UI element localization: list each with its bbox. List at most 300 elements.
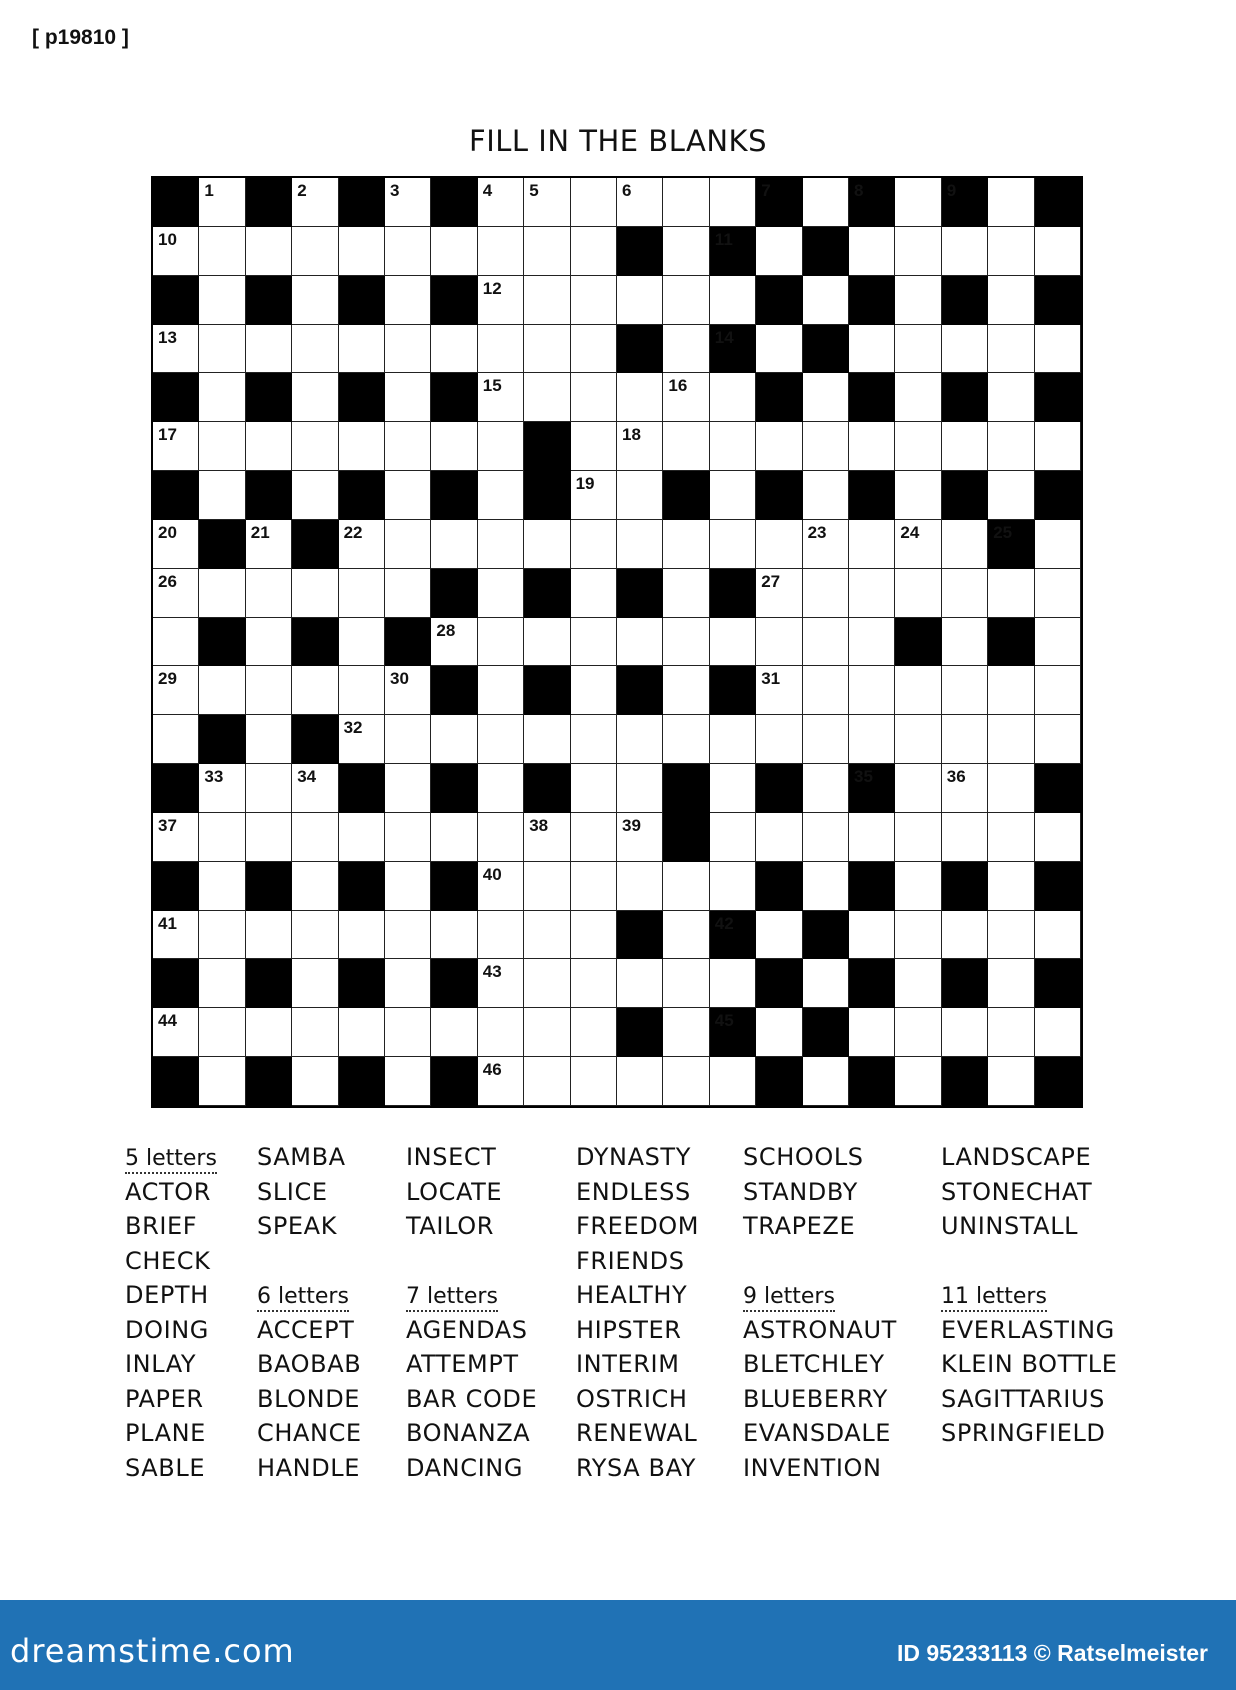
grid-cell[interactable] (849, 569, 895, 618)
grid-cell[interactable] (199, 666, 245, 715)
grid-cell[interactable] (988, 862, 1034, 911)
grid-cell[interactable] (803, 959, 849, 1008)
grid-cell[interactable] (710, 373, 756, 422)
grid-cell[interactable] (803, 618, 849, 667)
grid-cell[interactable] (895, 959, 941, 1008)
grid-cell[interactable] (756, 715, 802, 764)
grid-cell[interactable] (942, 1008, 988, 1057)
grid-cell[interactable] (663, 959, 709, 1008)
grid-cell[interactable] (292, 569, 338, 618)
footer-logo[interactable]: dreamstime.com (10, 1632, 295, 1670)
grid-cell[interactable] (803, 764, 849, 813)
grid-cell[interactable] (199, 1057, 245, 1106)
grid-cell[interactable] (895, 764, 941, 813)
grid-cell[interactable] (942, 520, 988, 569)
grid-cell[interactable] (617, 422, 663, 471)
grid-cell[interactable] (803, 715, 849, 764)
grid-cell[interactable] (524, 1008, 570, 1057)
grid-cell[interactable] (292, 959, 338, 1008)
grid-cell[interactable] (895, 373, 941, 422)
grid-cell[interactable] (895, 813, 941, 862)
grid-cell[interactable] (292, 276, 338, 325)
grid-cell[interactable] (988, 422, 1034, 471)
grid-cell[interactable] (663, 373, 709, 422)
grid-block (710, 911, 756, 960)
grid-cell[interactable] (942, 569, 988, 618)
grid-cell[interactable] (153, 1008, 199, 1057)
grid-cell[interactable] (478, 959, 524, 1008)
grid-cell[interactable] (478, 373, 524, 422)
grid-cell[interactable] (524, 520, 570, 569)
grid-cell[interactable] (942, 227, 988, 276)
grid-cell[interactable] (756, 569, 802, 618)
grid-cell[interactable] (524, 373, 570, 422)
grid-cell[interactable] (988, 764, 1034, 813)
grid-cell[interactable] (385, 276, 431, 325)
grid-cell[interactable] (385, 520, 431, 569)
grid-cell[interactable] (1035, 227, 1081, 276)
grid-cell[interactable] (292, 325, 338, 374)
grid-cell[interactable] (571, 618, 617, 667)
grid-cell[interactable] (710, 1057, 756, 1106)
grid-cell[interactable] (246, 569, 292, 618)
grid-cell[interactable] (710, 715, 756, 764)
grid-cell[interactable] (524, 178, 570, 227)
grid-cell[interactable] (617, 959, 663, 1008)
grid-cell[interactable] (199, 276, 245, 325)
grid-cell[interactable] (199, 862, 245, 911)
grid-block (153, 373, 199, 422)
clue-number: 38 (529, 815, 549, 835)
grid-cell[interactable] (339, 813, 385, 862)
grid-cell[interactable] (756, 422, 802, 471)
grid-cell[interactable] (849, 715, 895, 764)
grid-cell[interactable] (478, 618, 524, 667)
grid-cell[interactable] (246, 813, 292, 862)
grid-cell[interactable] (756, 813, 802, 862)
grid-cell[interactable] (478, 1057, 524, 1106)
grid-cell[interactable] (199, 373, 245, 422)
grid-cell[interactable] (849, 325, 895, 374)
grid-cell[interactable] (756, 618, 802, 667)
grid-cell[interactable] (478, 715, 524, 764)
grid-cell[interactable] (199, 813, 245, 862)
grid-cell[interactable] (1035, 325, 1081, 374)
grid-cell[interactable] (571, 325, 617, 374)
grid-cell[interactable] (385, 959, 431, 1008)
grid-cell[interactable] (153, 911, 199, 960)
grid-cell[interactable] (571, 276, 617, 325)
grid-cell[interactable] (942, 666, 988, 715)
grid-cell[interactable] (153, 618, 199, 667)
grid-cell[interactable] (617, 618, 663, 667)
grid-cell[interactable] (431, 715, 477, 764)
grid-cell[interactable] (246, 227, 292, 276)
grid-cell[interactable] (803, 520, 849, 569)
grid-cell[interactable] (385, 715, 431, 764)
grid-cell[interactable] (292, 666, 338, 715)
grid-cell[interactable] (988, 715, 1034, 764)
grid-cell[interactable] (524, 227, 570, 276)
grid-cell[interactable] (292, 862, 338, 911)
grid-cell[interactable] (571, 715, 617, 764)
grid-cell[interactable] (803, 569, 849, 618)
grid-cell[interactable] (988, 178, 1034, 227)
grid-cell[interactable] (617, 1057, 663, 1106)
grid-cell[interactable] (571, 227, 617, 276)
grid-cell[interactable] (199, 227, 245, 276)
grid-cell[interactable] (942, 911, 988, 960)
grid-cell[interactable] (153, 325, 199, 374)
grid-cell[interactable] (756, 227, 802, 276)
grid-cell[interactable] (571, 911, 617, 960)
clue-number: 44 (158, 1011, 177, 1031)
grid-cell[interactable] (153, 715, 199, 764)
grid-cell[interactable] (895, 276, 941, 325)
word-item: DANCING (406, 1453, 524, 1482)
grid-cell[interactable] (385, 1057, 431, 1106)
clue-number: 41 (158, 913, 177, 933)
grid-cell[interactable] (803, 813, 849, 862)
grid-cell[interactable] (756, 1008, 802, 1057)
grid-cell[interactable] (571, 813, 617, 862)
grid-cell[interactable] (988, 373, 1034, 422)
grid-cell[interactable] (524, 959, 570, 1008)
grid-block (1035, 471, 1081, 520)
grid-cell[interactable] (478, 1008, 524, 1057)
grid-cell[interactable] (385, 1008, 431, 1057)
grid-cell[interactable] (803, 422, 849, 471)
grid-cell[interactable] (756, 666, 802, 715)
clue-number: 17 (158, 425, 177, 445)
grid-block (339, 862, 385, 911)
grid-cell[interactable] (153, 569, 199, 618)
clue-number: 6 (622, 181, 632, 200)
grid-cell[interactable] (1035, 569, 1081, 618)
grid-cell[interactable] (803, 862, 849, 911)
grid-cell[interactable] (339, 569, 385, 618)
grid-cell[interactable] (710, 178, 756, 227)
grid-cell[interactable] (942, 618, 988, 667)
grid-cell[interactable] (710, 862, 756, 911)
grid-cell[interactable] (571, 1008, 617, 1057)
grid-cell[interactable] (663, 520, 709, 569)
grid-cell[interactable] (292, 373, 338, 422)
grid-cell[interactable] (431, 520, 477, 569)
grid-cell[interactable] (710, 813, 756, 862)
grid-cell[interactable] (478, 569, 524, 618)
grid-cell[interactable] (571, 569, 617, 618)
grid-cell[interactable] (246, 764, 292, 813)
grid-cell[interactable] (571, 959, 617, 1008)
grid-cell[interactable] (803, 178, 849, 227)
grid-cell[interactable] (292, 422, 338, 471)
clue-number: 42 (714, 913, 734, 933)
grid-cell[interactable] (246, 422, 292, 471)
grid-cell[interactable] (246, 666, 292, 715)
grid-cell[interactable] (663, 618, 709, 667)
grid-cell[interactable] (895, 715, 941, 764)
grid-cell[interactable] (710, 422, 756, 471)
grid-cell[interactable] (385, 325, 431, 374)
grid-cell[interactable] (571, 373, 617, 422)
grid-cell[interactable] (431, 911, 477, 960)
grid-cell[interactable] (292, 178, 338, 227)
grid-cell[interactable] (895, 666, 941, 715)
grid-cell[interactable] (339, 422, 385, 471)
word-item: SAGITTARIUS (941, 1384, 1105, 1413)
grid-cell[interactable] (339, 1008, 385, 1057)
grid-cell[interactable] (524, 862, 570, 911)
grid-cell[interactable] (988, 276, 1034, 325)
grid-cell[interactable] (710, 276, 756, 325)
grid-cell[interactable] (478, 471, 524, 520)
grid-cell[interactable] (199, 764, 245, 813)
grid-cell[interactable] (246, 1008, 292, 1057)
grid-cell[interactable] (710, 471, 756, 520)
grid-cell[interactable] (385, 666, 431, 715)
grid-cell[interactable] (478, 764, 524, 813)
grid-block (153, 178, 199, 227)
grid-cell[interactable] (246, 325, 292, 374)
grid-cell[interactable] (571, 1057, 617, 1106)
grid-cell[interactable] (153, 520, 199, 569)
grid-cell[interactable] (385, 422, 431, 471)
grid-cell[interactable] (895, 471, 941, 520)
grid-cell[interactable] (571, 666, 617, 715)
grid-cell[interactable] (246, 520, 292, 569)
grid-cell[interactable] (663, 227, 709, 276)
grid-cell[interactable] (663, 325, 709, 374)
grid-cell[interactable] (710, 764, 756, 813)
grid-cell[interactable] (849, 520, 895, 569)
grid-cell[interactable] (849, 911, 895, 960)
grid-cell[interactable] (339, 618, 385, 667)
grid-cell[interactable] (478, 666, 524, 715)
grid-cell[interactable] (1035, 618, 1081, 667)
grid-cell[interactable] (385, 373, 431, 422)
grid-cell[interactable] (849, 1008, 895, 1057)
grid-cell[interactable] (524, 276, 570, 325)
grid-cell[interactable] (663, 666, 709, 715)
grid-cell[interactable] (524, 1057, 570, 1106)
grid-block (431, 569, 477, 618)
grid-cell[interactable] (199, 325, 245, 374)
grid-cell[interactable] (988, 1057, 1034, 1106)
grid-cell[interactable] (617, 862, 663, 911)
grid-cell[interactable] (478, 911, 524, 960)
grid-cell[interactable] (1035, 715, 1081, 764)
grid-cell[interactable] (478, 227, 524, 276)
grid-cell[interactable] (663, 178, 709, 227)
grid-cell[interactable] (988, 1008, 1034, 1057)
grid-cell[interactable] (942, 813, 988, 862)
grid-cell[interactable] (895, 325, 941, 374)
grid-cell[interactable] (803, 373, 849, 422)
grid-cell[interactable] (942, 715, 988, 764)
grid-cell[interactable] (803, 471, 849, 520)
grid-cell[interactable] (339, 715, 385, 764)
grid-cell[interactable] (292, 227, 338, 276)
grid-cell[interactable] (617, 276, 663, 325)
grid-cell[interactable] (292, 1008, 338, 1057)
grid-cell[interactable] (339, 520, 385, 569)
grid-cell[interactable] (478, 178, 524, 227)
grid-cell[interactable] (663, 569, 709, 618)
grid-cell[interactable] (385, 764, 431, 813)
grid-cell[interactable] (571, 862, 617, 911)
grid-cell[interactable] (663, 862, 709, 911)
grid-cell[interactable] (663, 715, 709, 764)
grid-cell[interactable] (988, 959, 1034, 1008)
grid-cell[interactable] (988, 911, 1034, 960)
grid-cell[interactable] (988, 325, 1034, 374)
grid-cell[interactable] (756, 911, 802, 960)
grid-cell[interactable] (895, 911, 941, 960)
grid-cell[interactable] (849, 618, 895, 667)
grid-cell[interactable] (895, 862, 941, 911)
grid-cell[interactable] (246, 715, 292, 764)
grid-cell[interactable] (803, 666, 849, 715)
grid-cell[interactable] (292, 764, 338, 813)
grid-cell[interactable] (988, 666, 1034, 715)
grid-cell[interactable] (199, 911, 245, 960)
grid-cell[interactable] (478, 520, 524, 569)
grid-cell[interactable] (663, 1057, 709, 1106)
grid-cell[interactable] (431, 422, 477, 471)
grid-cell[interactable] (385, 911, 431, 960)
grid-cell[interactable] (663, 1008, 709, 1057)
grid-cell[interactable] (571, 178, 617, 227)
grid-cell[interactable] (663, 276, 709, 325)
grid-cell[interactable] (1035, 1008, 1081, 1057)
grid-cell[interactable] (617, 178, 663, 227)
grid-block (1035, 862, 1081, 911)
grid-cell[interactable] (895, 569, 941, 618)
grid-cell[interactable] (1035, 520, 1081, 569)
grid-cell[interactable] (988, 471, 1034, 520)
grid-cell[interactable] (524, 813, 570, 862)
grid-cell[interactable] (385, 813, 431, 862)
grid-cell[interactable] (246, 911, 292, 960)
grid-cell[interactable] (385, 862, 431, 911)
grid-cell[interactable] (571, 471, 617, 520)
grid-cell[interactable] (895, 1057, 941, 1106)
grid-cell[interactable] (571, 764, 617, 813)
grid-cell[interactable] (385, 569, 431, 618)
grid-cell[interactable] (246, 618, 292, 667)
grid-cell[interactable] (663, 422, 709, 471)
grid-cell[interactable] (431, 618, 477, 667)
grid-cell[interactable] (710, 618, 756, 667)
grid-cell[interactable] (199, 569, 245, 618)
grid-cell[interactable] (849, 227, 895, 276)
grid-cell[interactable] (339, 911, 385, 960)
grid-cell[interactable] (1035, 813, 1081, 862)
grid-cell[interactable] (617, 715, 663, 764)
grid-cell[interactable] (988, 813, 1034, 862)
grid-cell[interactable] (849, 422, 895, 471)
grid-cell[interactable] (478, 813, 524, 862)
grid-cell[interactable] (617, 813, 663, 862)
grid-cell[interactable] (339, 666, 385, 715)
grid-cell[interactable] (803, 1057, 849, 1106)
grid-cell[interactable] (524, 911, 570, 960)
clue-number: 33 (204, 767, 224, 787)
grid-cell[interactable] (895, 178, 941, 227)
grid-cell[interactable] (617, 764, 663, 813)
grid-cell[interactable] (942, 325, 988, 374)
grid-cell[interactable] (803, 276, 849, 325)
grid-cell[interactable] (339, 227, 385, 276)
grid-cell[interactable] (988, 227, 1034, 276)
grid-block (524, 764, 570, 813)
grid-cell[interactable] (663, 911, 709, 960)
grid-cell[interactable] (199, 1008, 245, 1057)
grid-cell[interactable] (431, 325, 477, 374)
grid-cell[interactable] (942, 764, 988, 813)
grid-cell[interactable] (478, 422, 524, 471)
grid-cell[interactable] (1035, 422, 1081, 471)
grid-cell[interactable] (617, 373, 663, 422)
grid-cell[interactable] (478, 862, 524, 911)
grid-cell[interactable] (849, 666, 895, 715)
grid-cell[interactable] (710, 959, 756, 1008)
grid-cell[interactable] (431, 813, 477, 862)
grid-cell[interactable] (478, 325, 524, 374)
grid-cell[interactable] (617, 471, 663, 520)
grid-cell[interactable] (199, 959, 245, 1008)
grid-cell[interactable] (524, 715, 570, 764)
grid-cell[interactable] (199, 178, 245, 227)
grid-cell[interactable] (292, 813, 338, 862)
grid-cell[interactable] (524, 618, 570, 667)
grid-cell[interactable] (942, 422, 988, 471)
grid-cell[interactable] (478, 276, 524, 325)
grid-cell[interactable] (710, 520, 756, 569)
grid-cell[interactable] (571, 520, 617, 569)
grid-cell[interactable] (617, 520, 663, 569)
grid-cell[interactable] (153, 227, 199, 276)
grid-cell[interactable] (895, 227, 941, 276)
grid-cell[interactable] (292, 471, 338, 520)
grid-cell[interactable] (895, 1008, 941, 1057)
grid-cell[interactable] (431, 227, 477, 276)
grid-cell[interactable] (756, 520, 802, 569)
grid-cell[interactable] (756, 325, 802, 374)
grid-cell[interactable] (895, 422, 941, 471)
grid-cell[interactable] (988, 569, 1034, 618)
grid-cell[interactable] (199, 422, 245, 471)
grid-cell[interactable] (524, 325, 570, 374)
grid-cell[interactable] (849, 813, 895, 862)
grid-cell[interactable] (153, 813, 199, 862)
grid-cell[interactable] (895, 520, 941, 569)
grid-cell[interactable] (1035, 666, 1081, 715)
grid-cell[interactable] (153, 422, 199, 471)
grid-cell[interactable] (292, 911, 338, 960)
grid-cell[interactable] (385, 178, 431, 227)
grid-cell[interactable] (385, 471, 431, 520)
grid-cell[interactable] (1035, 911, 1081, 960)
grid-cell[interactable] (339, 325, 385, 374)
grid-cell[interactable] (292, 1057, 338, 1106)
grid-cell[interactable] (571, 422, 617, 471)
grid-cell[interactable] (385, 227, 431, 276)
grid-cell[interactable] (199, 471, 245, 520)
grid-cell[interactable] (431, 1008, 477, 1057)
grid-cell[interactable] (153, 666, 199, 715)
